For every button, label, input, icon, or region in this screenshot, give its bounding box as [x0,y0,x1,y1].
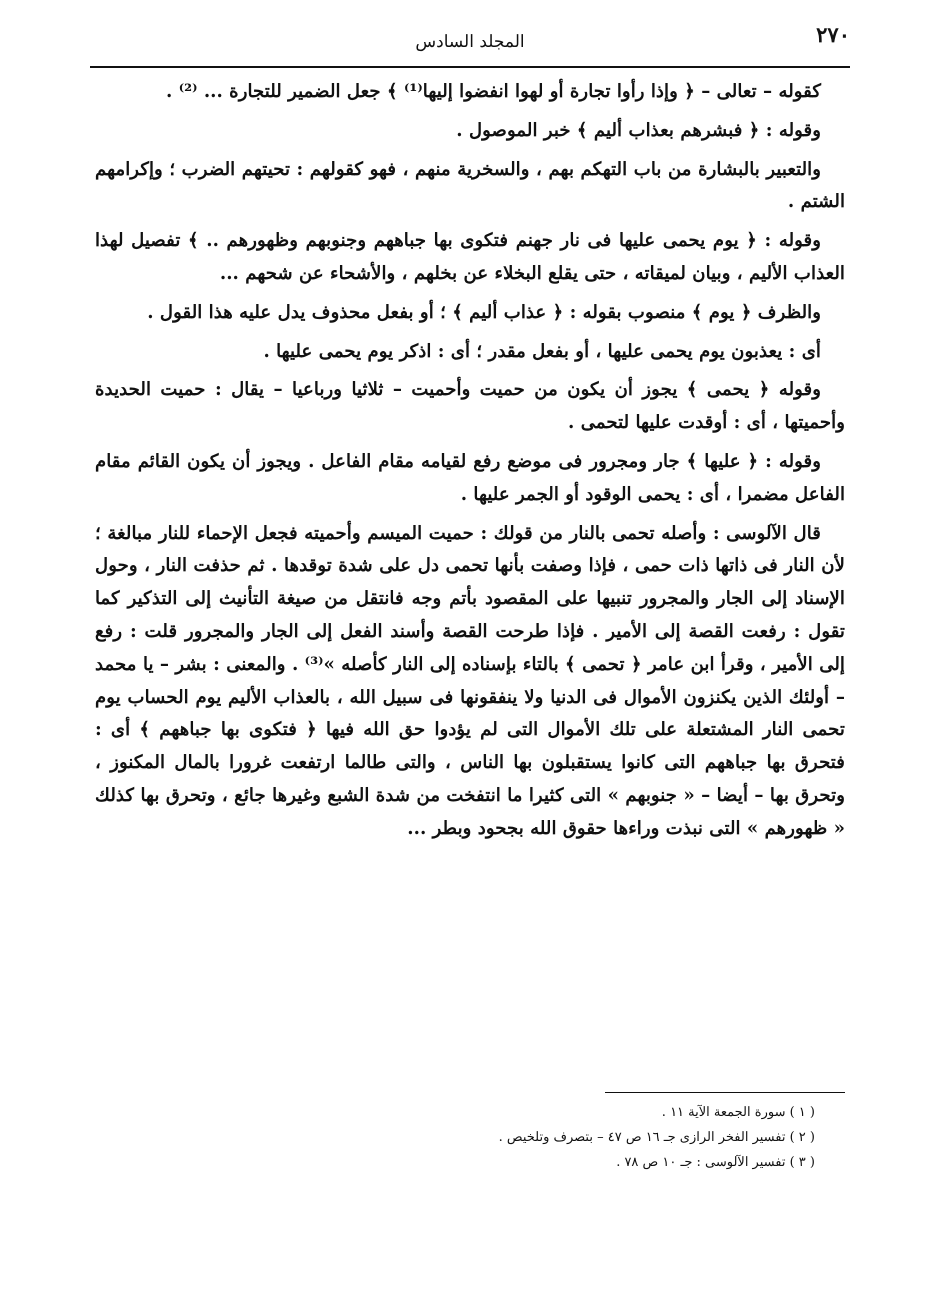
paragraph: كقوله – تعالى – ﴿ وإذا رأوا تجارة أو لهوا انفضوا إليها⁽¹⁾ ﴾ جعل الضمير للتجارة ... ⁽²⁾ . [166,81,821,102]
footnote-item: ( ٢ ) تفسير الفخر الرازى جـ ١٦ ص ٤٧ – بتصرف وتلخيص . [498,1130,815,1145]
paragraph: وقوله : ﴿ يوم يحمى عليها فى نار جهنم فتكوى بها جباههم وجنوبهم وظهورهم .. ﴾ تفصيل لهذا العذاب الأليم ، وبيان لميقاته ، حتى يقلع البخلاء عن بخلهم ، والأشحاء عن شحهم ... [95,230,845,284]
paragraph: والتعبير بالبشارة من باب التهكم بهم ، والسخرية منهم ، فهو كقولهم : تحيتهم الضرب ؛ وإكرامهم الشتم . [95,158,845,213]
paragraph: أى : يعذبون يوم يحمى عليها ، أو بفعل مقدر ؛ أى : اذكر يوم يحمى عليها . [263,340,821,362]
paragraph: وقوله : ﴿ فبشرهم بعذاب أليم ﴾ خبر الموصول . [456,119,821,141]
footnote-divider [605,1092,845,1093]
paragraph: والظرف ﴿ يوم ﴾ منصوب بقوله : ﴿ عذاب أليم ﴾ ؛ أو بفعل محذوف يدل عليه هذا القول . [147,301,821,323]
footnote-item: ( ٣ ) تفسير الآلوسى : جـ ١٠ ص ٧٨ . [616,1155,815,1170]
paragraph: وقوله ﴿ يحمى ﴾ يجوز أن يكون من حميت وأحميت – ثلاثيا ورباعيا – يقال : حميت الحديدة وأحميتها ، أى : أوقدت عليها لتحمى . [95,379,845,434]
main-text [95,76,845,852]
page-number: ٢٧٠ [816,22,850,47]
page-header [90,22,850,68]
footnote-item: ( ١ ) سورة الجمعة الآية ١١ . [661,1105,815,1120]
header-divider [90,66,850,68]
footnotes [95,1100,815,1175]
running-head-volume-title: المجلد السادس [415,32,525,52]
paragraph: قال الآلوسى : وأصله تحمى بالنار من قولك : حميت الميسم وأحميته فجعل الإحماء للنار مبالغة ؛ لأن النار فى ذاتها ذات حمى ، فإذا وصفت بأنها تحمى دل على شدة توقدها . ثم حذفت النار ، وحول الإسناد إلى الجار والمجرور تنبيها على المقصود بأتم وجه فانتقل من صيغة التأنيث إلى التذكير كما تقول : رفعت القصة إلى الأمير . فإذا طرحت القصة وأسند الفعل إلى الجار والمجرور قلت : رفع إلى الأمير ، وقرأ ابن عامر ﴿ تحمى ﴾ بالتاء بإسناده إلى النار كأصله »⁽³⁾ . والمعنى : بشر – يا محمد – أولئك الذين يكنزون الأموال فى الدنيا ولا ينفقونها فى سبيل الله ، بالعذاب الأليم يوم الحساب يوم تحمى النار المشتعلة على تلك الأموال التى لم يؤدوا حق الله فيها ﴿ فتكوى بها جباههم ﴾ أى : فتحرق بها جباههم التى كانوا يستقبلون بها الناس ، والتى طالما ارتفعت غرورا بالمال المكنوز ، وتحرق بها – أيضا – « جنوبهم » التى كثيرا ما انتفخت من شدة الشبع وغيرها جائع ، وتحرق بها كذلك « ظهورهم » التى نبذت وراءها حقوق الله بجحود وبطر ... [95,522,845,839]
paragraph: وقوله : ﴿ عليها ﴾ جار ومجرور فى موضع رفع لقيامه مقام الفاعل . ويجوز أن يكون القائم مقام الفاعل مضمرا ، أى : يحمى الوقود أو الجمر عليها . [95,450,845,505]
